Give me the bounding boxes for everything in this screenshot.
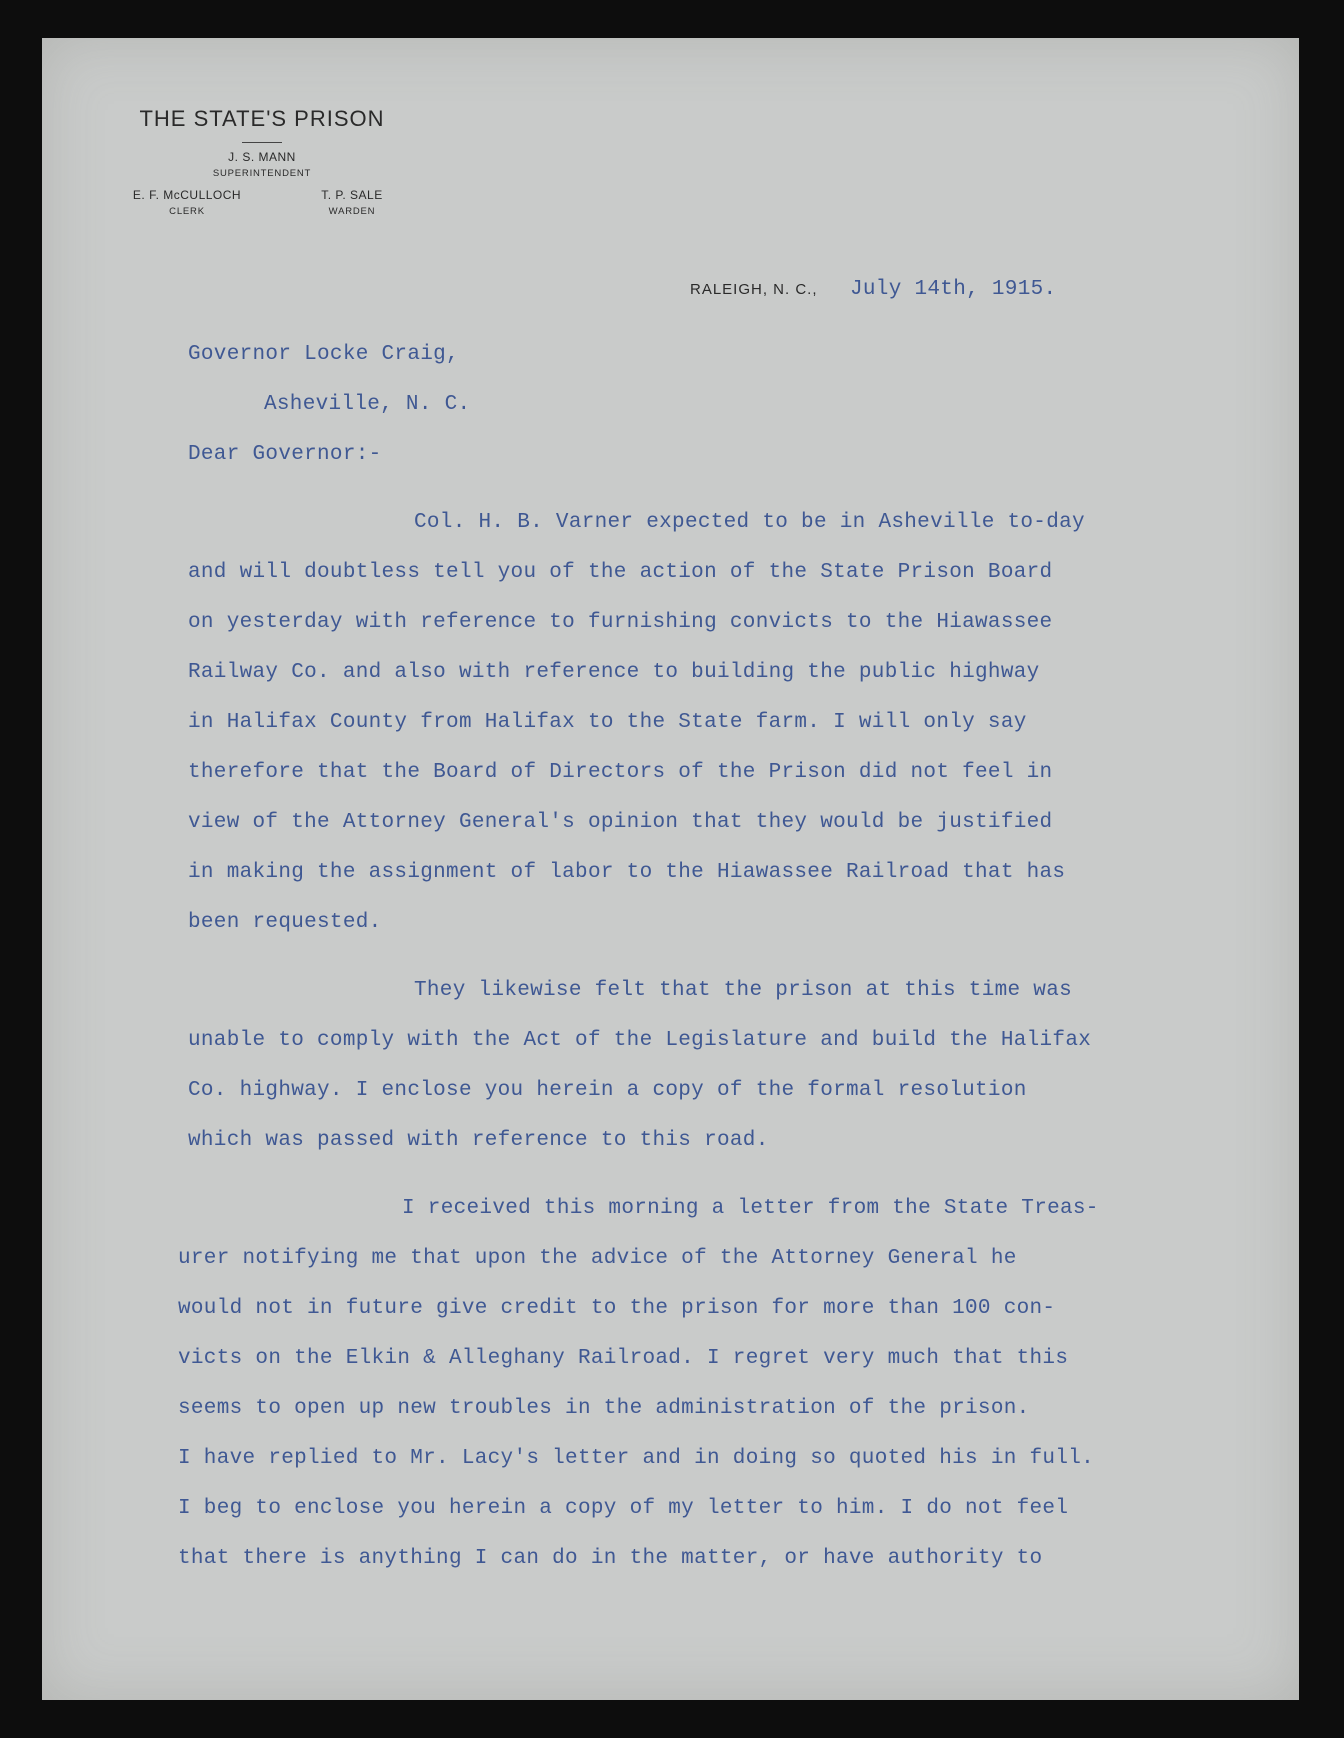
body-line: Co. highway. I enclose you herein a copy of the formal resolution <box>188 1079 1027 1102</box>
clerk-name: E. F. McCULLOCH <box>132 188 242 202</box>
body-line: which was passed with reference to this road. <box>188 1129 769 1152</box>
body-line: Col. H. B. Varner expected to be in Asheville to-day <box>414 511 1085 534</box>
body-line: would not in future give credit to the prison for more than 100 con- <box>178 1297 1056 1320</box>
body-line: victs on the Elkin & Alleghany Railroad. I regret very much that this <box>178 1347 1069 1370</box>
warden-name: T. P. SALE <box>321 188 383 202</box>
superintendent-name: J. S. MANN <box>228 150 296 164</box>
body-line: I have replied to Mr. Lacy's letter and in doing so quoted his in full. <box>178 1447 1095 1470</box>
body-line: I received this morning a letter from the State Treas- <box>402 1197 1099 1220</box>
body-line: in making the assignment of labor to the Hiawassee Railroad that has <box>188 861 1066 884</box>
superintendent-title: SUPERINTENDENT <box>212 168 312 179</box>
body-line: been requested. <box>188 911 382 934</box>
body-line: therefore that the Board of Directors of the Prison did not feel in <box>188 761 1053 784</box>
body-line: They likewise felt that the prison at this time was <box>414 979 1073 1002</box>
body-line: seems to open up new troubles in the administration of the prison. <box>178 1397 1030 1420</box>
body-line: Railway Co. and also with reference to building the public highway <box>188 661 1040 684</box>
body-line: I beg to enclose you herein a copy of my letter to him. I do not feel <box>178 1497 1069 1520</box>
body-line: and will doubtless tell you of the action of the State Prison Board <box>188 561 1053 584</box>
warden-title: WARDEN <box>328 206 376 217</box>
body-line: unable to comply with the Act of the Legislature and build the Halifax <box>188 1029 1092 1052</box>
address-line-2: Asheville, N. C. <box>264 393 471 416</box>
body-line: in Halifax County from Halifax to the State farm. I will only say <box>188 711 1027 734</box>
salutation: Dear Governor:- <box>188 443 382 466</box>
body-line: urer notifying me that upon the advice of the Attorney General he <box>178 1247 1017 1270</box>
address-line-1: Governor Locke Craig, <box>188 343 459 366</box>
dateline-place: RALEIGH, N. C., <box>690 281 818 298</box>
dateline <box>690 278 1056 301</box>
body-line: on yesterday with reference to furnishing convicts to the Hiawassee <box>188 611 1053 634</box>
letter-page <box>42 38 1299 1700</box>
letterhead-rule <box>242 142 282 143</box>
letterhead-title: THE STATE'S PRISON <box>139 106 385 131</box>
body-line: that there is anything I can do in the matter, or have authority to <box>178 1547 1043 1570</box>
body-line: view of the Attorney General's opinion that they would be justified <box>188 811 1053 834</box>
letter-date: July 14th, 1915. <box>849 278 1057 301</box>
clerk-title: CLERK <box>169 206 205 217</box>
